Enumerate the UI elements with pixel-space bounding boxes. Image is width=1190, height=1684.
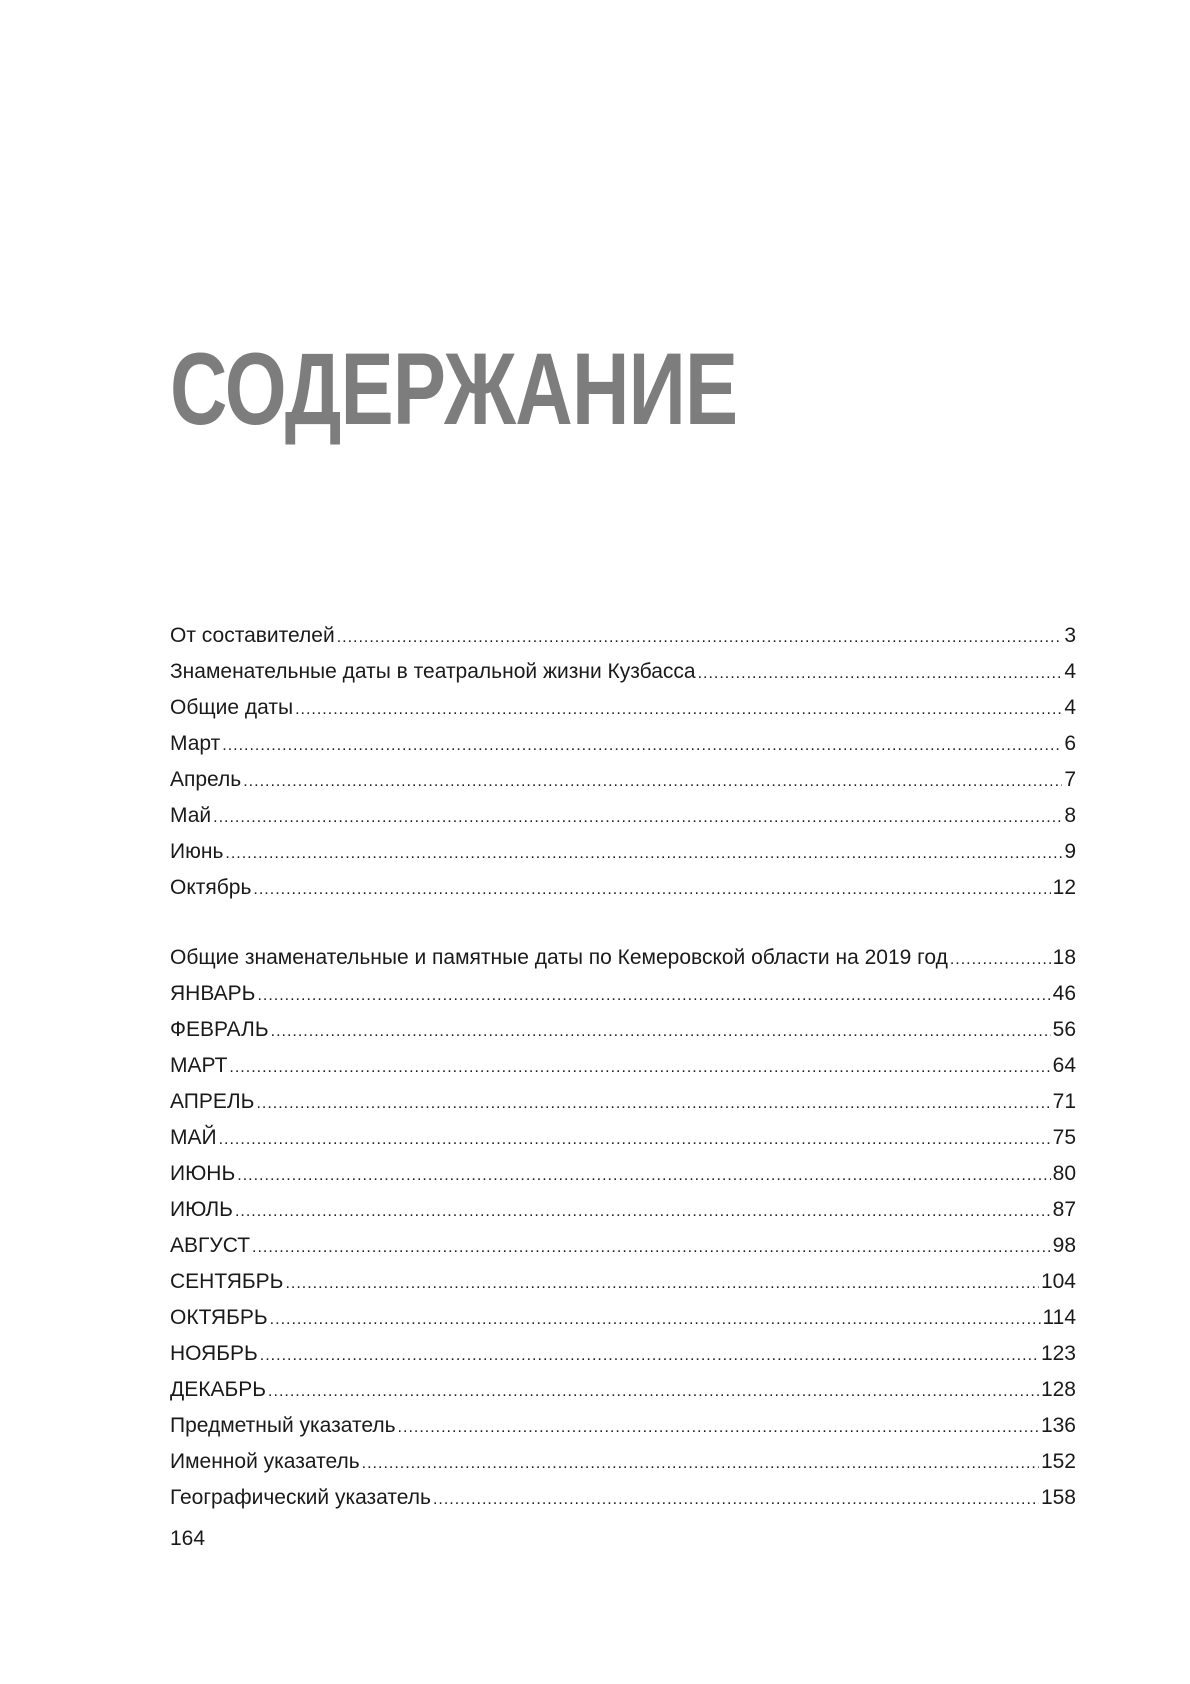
toc-entry-label: Общие знаменательные и памятные даты по Кемеровской области на 2019 год bbox=[170, 946, 948, 969]
toc-leader-dots bbox=[398, 1410, 1039, 1446]
toc-leader-dots bbox=[219, 1122, 1051, 1158]
toc-entry[interactable] bbox=[170, 762, 1076, 798]
toc-entry-page: 75 bbox=[1052, 1126, 1076, 1149]
toc-entry-page: 12 bbox=[1052, 876, 1076, 899]
toc-leader-dots bbox=[698, 656, 1063, 692]
toc-entry-page: 6 bbox=[1064, 732, 1076, 755]
toc-leader-dots bbox=[271, 1014, 1051, 1050]
toc-entry[interactable] bbox=[170, 1300, 1076, 1336]
toc-entry-label: Апрель bbox=[170, 768, 242, 791]
toc-entry-label: СЕНТЯБРЬ bbox=[170, 1270, 284, 1293]
toc-entry-label: Март bbox=[170, 732, 221, 755]
toc-entry-label: Июнь bbox=[170, 840, 224, 863]
toc-entry-label: ЯНВАРЬ bbox=[170, 982, 256, 1005]
toc-entry[interactable] bbox=[170, 1444, 1076, 1480]
toc-entry-page: 71 bbox=[1052, 1090, 1076, 1113]
toc-entry[interactable] bbox=[170, 1048, 1076, 1084]
toc-leader-dots bbox=[270, 1302, 1041, 1338]
toc-leader-dots bbox=[257, 978, 1050, 1014]
toc-leader-dots bbox=[235, 1194, 1051, 1230]
toc-entry-page: 158 bbox=[1040, 1486, 1076, 1509]
toc-entry-label: Именной указатель bbox=[170, 1450, 360, 1473]
toc-entry[interactable] bbox=[170, 1264, 1076, 1300]
toc-section-2 bbox=[170, 940, 1076, 1516]
toc-leader-dots bbox=[256, 1086, 1050, 1122]
toc-entry[interactable] bbox=[170, 940, 1076, 976]
toc-leader-dots bbox=[950, 942, 1051, 978]
toc-entry-page: 4 bbox=[1064, 660, 1076, 683]
toc-entry-label: Знаменательные даты в театральной жизни Кузбасса bbox=[170, 660, 696, 683]
toc-entry-label: ИЮЛЬ bbox=[170, 1198, 233, 1221]
toc-entry[interactable] bbox=[170, 618, 1076, 654]
toc-entry-page: 128 bbox=[1040, 1378, 1076, 1401]
toc-entry-page: 98 bbox=[1052, 1234, 1076, 1257]
toc-entry[interactable] bbox=[170, 726, 1076, 762]
toc-entry[interactable] bbox=[170, 1228, 1076, 1264]
toc-leader-dots bbox=[268, 1374, 1039, 1410]
toc-leader-dots bbox=[253, 872, 1050, 908]
toc-entry[interactable] bbox=[170, 1156, 1076, 1192]
toc-leader-dots bbox=[433, 1482, 1039, 1518]
toc-leader-dots bbox=[243, 764, 1062, 800]
toc-entry-page: 136 bbox=[1040, 1414, 1076, 1437]
toc-entry-page: 9 bbox=[1064, 840, 1076, 863]
toc-entry-page: 4 bbox=[1064, 696, 1076, 719]
toc-entry-label: ФЕВРАЛЬ bbox=[170, 1018, 269, 1041]
toc-entry-label: Май bbox=[170, 804, 212, 827]
toc-entry[interactable] bbox=[170, 1480, 1076, 1516]
toc-entry[interactable] bbox=[170, 1336, 1076, 1372]
toc-entry-page: 7 bbox=[1064, 768, 1076, 791]
toc-entry-page: 18 bbox=[1052, 946, 1076, 969]
toc-leader-dots bbox=[213, 800, 1062, 836]
toc-entry[interactable] bbox=[170, 976, 1076, 1012]
toc-entry-page: 114 bbox=[1042, 1306, 1076, 1329]
toc-entry-page: 152 bbox=[1040, 1450, 1076, 1473]
toc-entry[interactable] bbox=[170, 1192, 1076, 1228]
toc-entry[interactable] bbox=[170, 1408, 1076, 1444]
toc-entry-page: 104 bbox=[1040, 1270, 1076, 1293]
toc-entry-label: МАРТ bbox=[170, 1054, 228, 1077]
toc-entry-label: Октябрь bbox=[170, 876, 252, 899]
toc-entry-label: АПРЕЛЬ bbox=[170, 1090, 255, 1113]
toc-leader-dots bbox=[222, 728, 1062, 764]
toc-entry-page: 87 bbox=[1052, 1198, 1076, 1221]
toc-leader-dots bbox=[225, 836, 1062, 872]
toc-entry-label: ИЮНЬ bbox=[170, 1162, 236, 1185]
toc-entry-label: Общие даты bbox=[170, 696, 294, 719]
toc-entry-label: ОКТЯБРЬ bbox=[170, 1306, 268, 1329]
toc-entry[interactable] bbox=[170, 1120, 1076, 1156]
toc-entry-page: 64 bbox=[1052, 1054, 1076, 1077]
toc-entry[interactable] bbox=[170, 654, 1076, 690]
toc-leader-dots bbox=[229, 1050, 1050, 1086]
page-number: 164 bbox=[170, 1527, 206, 1550]
toc-entry-label: Предметный указатель bbox=[170, 1414, 396, 1437]
page-title: СОДЕРЖАНИЕ bbox=[170, 332, 738, 446]
toc-leader-dots bbox=[337, 620, 1063, 656]
toc-entry[interactable] bbox=[170, 1372, 1076, 1408]
toc-entry-label: МАЙ bbox=[170, 1126, 217, 1149]
toc-entry[interactable] bbox=[170, 834, 1076, 870]
toc-entry-label: НОЯБРЬ bbox=[170, 1342, 258, 1365]
toc-entry-label: От составителей bbox=[170, 624, 335, 647]
toc-entry[interactable] bbox=[170, 870, 1076, 906]
toc-entry[interactable] bbox=[170, 798, 1076, 834]
toc-entry[interactable] bbox=[170, 690, 1076, 726]
toc-entry-label: АВГУСТ bbox=[170, 1234, 251, 1257]
toc-entry-page: 3 bbox=[1064, 624, 1076, 647]
toc-entry-page: 46 bbox=[1052, 982, 1076, 1005]
toc-entry-page: 80 bbox=[1052, 1162, 1076, 1185]
toc-entry-page: 8 bbox=[1064, 804, 1076, 827]
toc-leader-dots bbox=[285, 1266, 1039, 1302]
toc-section-1 bbox=[170, 618, 1076, 906]
toc-leader-dots bbox=[362, 1446, 1039, 1482]
toc-leader-dots bbox=[252, 1230, 1051, 1266]
toc-entry-page: 56 bbox=[1052, 1018, 1076, 1041]
toc-leader-dots bbox=[237, 1158, 1050, 1194]
toc-entry-page: 123 bbox=[1040, 1342, 1076, 1365]
toc-leader-dots bbox=[295, 692, 1062, 728]
toc-entry-label: Географический указатель bbox=[170, 1486, 431, 1509]
toc-entry[interactable] bbox=[170, 1084, 1076, 1120]
toc-entry-label: ДЕКАБРЬ bbox=[170, 1378, 267, 1401]
toc-leader-dots bbox=[260, 1338, 1039, 1374]
toc-entry[interactable] bbox=[170, 1012, 1076, 1048]
